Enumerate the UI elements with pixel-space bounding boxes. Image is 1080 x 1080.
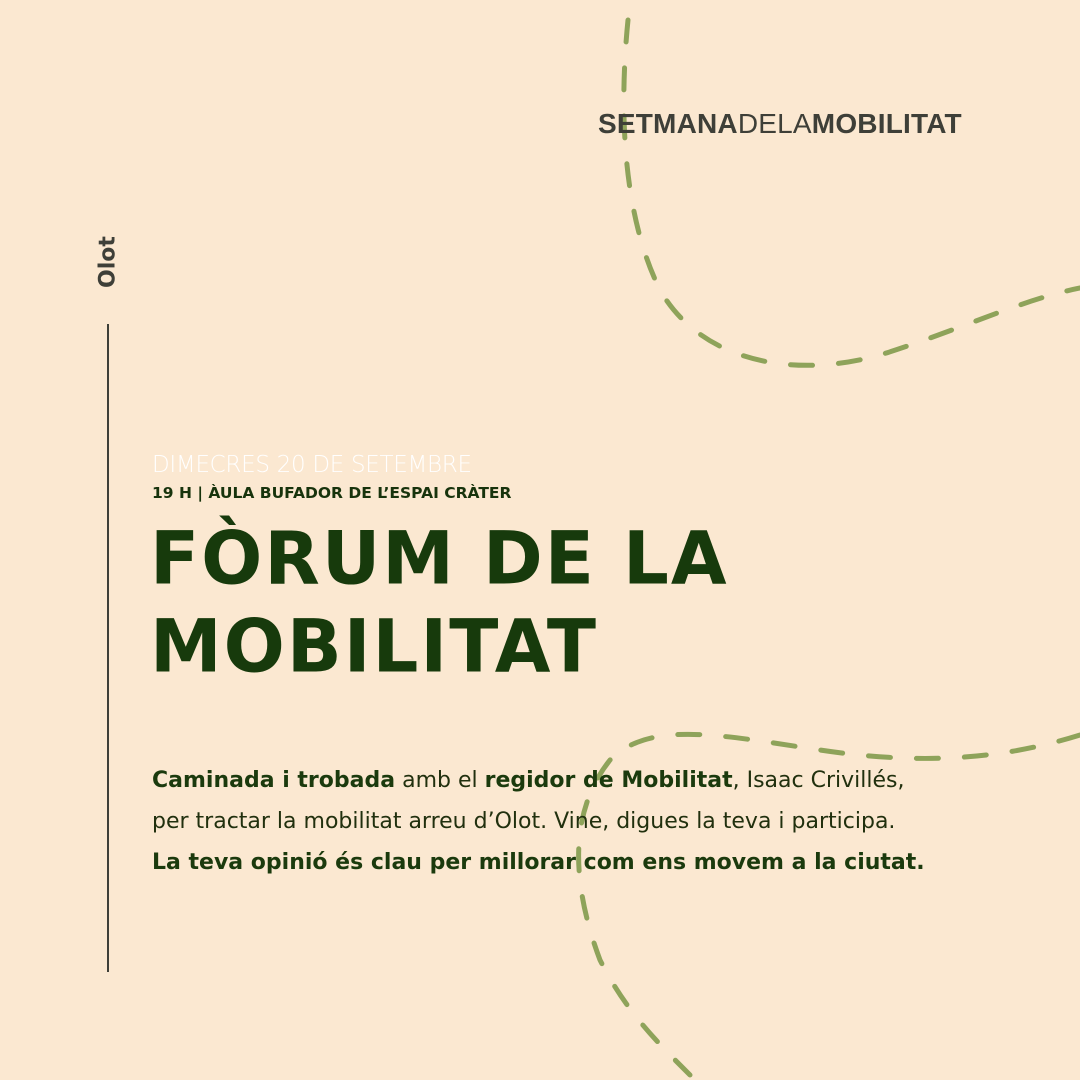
- event-title-line-1: FÒRUM DE LA: [150, 515, 729, 601]
- brand-part-2: DELA: [737, 108, 812, 139]
- description-text-2: , Isaac Crivillés,: [732, 768, 905, 793]
- city-label: Olot: [95, 236, 121, 288]
- description-bold-1: Caminada i trobada: [152, 768, 396, 793]
- event-date: DIMECRES 20 DE SETEMBRE: [152, 452, 472, 478]
- event-title: [150, 514, 729, 689]
- event-time-place: 19 H | ÀULA BUFADOR DE L’ESPAI CRÀTER: [152, 484, 512, 502]
- description-line-2: per tractar la mobilitat arreu d’Olot. Vine, digues la teva i participa.: [152, 809, 896, 834]
- brand-part-1: SETMANA: [598, 108, 738, 139]
- dashed-path-top: [624, 20, 1080, 365]
- vertical-divider: [107, 324, 109, 972]
- description-text-1: amb el: [395, 768, 485, 793]
- event-title-line-2: MOBILITAT: [150, 603, 598, 689]
- event-description: [152, 760, 982, 883]
- brand-part-3: MOBILITAT: [811, 108, 962, 139]
- brand-header: [598, 108, 962, 140]
- description-bold-2: regidor de Mobilitat: [484, 768, 733, 793]
- description-line-3: La teva opinió és clau per millorar com ens movem a la ciutat.: [152, 850, 925, 875]
- description-line-1: [152, 760, 982, 801]
